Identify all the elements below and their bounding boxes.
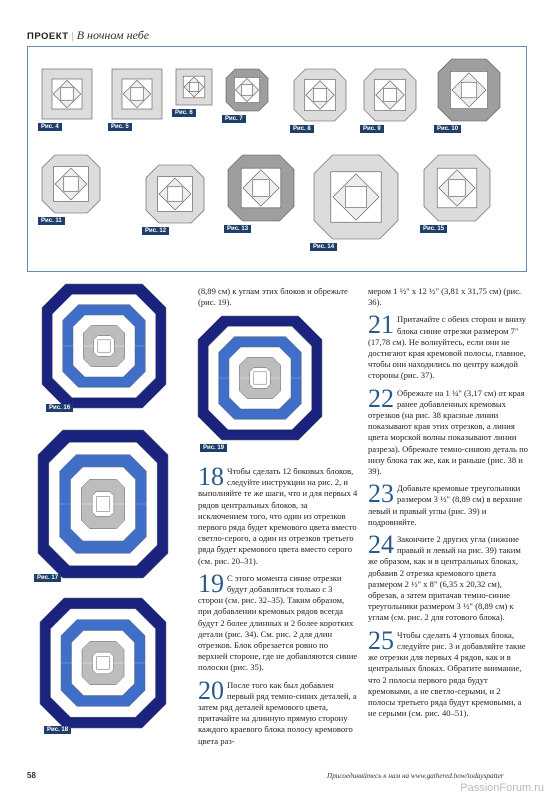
diagram-caption: Рис. 6 — [172, 109, 196, 117]
diagram-caption: Рис. 10 — [434, 125, 461, 133]
step-23: 23 Добавьте кремовые треугольники размером 3 ½" (8,89 см) в верхние левый и правый углы (рис. 39) и подровняйте. — [368, 479, 523, 527]
block-caption: Рис. 16 — [46, 404, 73, 412]
block-caption: Рис. 18 — [44, 726, 71, 734]
text-column-middle — [198, 286, 348, 314]
step-19: 19 С этого момента синие отрезки будут добавляться только с 3 сторон (см. рис. 32–35). Таким образом, при добавлении кремовых рядов всегда будут 2 более длинных и 2 более коротких детали (рис. 34). См. рис. 2 для длин отрезков. Блок обрезается ровно по верхней стороне, где не добавляются синие полоски (рис. 35). — [198, 568, 358, 673]
diagram-caption: Рис. 13 — [224, 225, 251, 233]
diagram-caption: Рис. 5 — [108, 123, 132, 131]
page-number: 58 — [27, 771, 36, 780]
step-25: 25 Чтобы сделать 4 угловых блока, следуйте рис. 3 и добавляйте такие же отрезки для первых 4 рядов, как и в центральных блоках. Обратите внимание, что 2 полосы первого ряда будут кремовыми, а не светло-серыми, и 2 полосы третьего ряда будут кремовыми, а не серыми (см. рис. 40–51). — [368, 625, 526, 719]
text-column-right — [368, 286, 528, 725]
step-18: 18 Чтобы сделать 12 боковых блоков, следуйте инструкции на рис. 2, и выполняйте те же шаги, что и для первых 4 рядов центральных блоков, за исключением того, что один из отрезков первого ряда будет кремового цвета вместо светло-серого, а один из отрезков третьего ряда будет кремового цвета вместо серого (см. рис. 20–31). — [198, 462, 358, 566]
block-figure-18 — [40, 598, 166, 728]
block-figure-17 — [38, 430, 168, 578]
diagram-caption: Рис. 7 — [222, 115, 246, 123]
block-figure-16 — [42, 284, 166, 408]
step-21: 21 Притачайте с обеих сторон и внизу блока синие отрезки размером 7" (17,78 см). Не волнуйтесь, если они не достигают края кремовой полосы, главное, чтобы они находились по центру каждой стороны (рис. 37). — [368, 310, 526, 381]
section-title: В ночном небе — [76, 28, 150, 42]
block-figure-19 — [198, 316, 322, 440]
step-20: 20 После того как был добавлен первый ряд темно-синих деталей, а затем ряд деталей кремового цвета, притачайте на длинную прямую сторону каждого краевого блока полосу кремового цвета раз- — [198, 675, 357, 746]
section-label: ПРОЕКТ — [27, 31, 69, 42]
source-line: Присоединяйтесь к нам на www.gathered.how/todayspatter — [327, 772, 504, 780]
continued-text: (8,89 см) к углам этих блоков и обрежьте (рис. 19). — [198, 286, 348, 308]
continued-text-right: мером 1 ½" x 12 ½" (3,81 х 31,75 см) (рис. 36). — [368, 286, 522, 308]
page-header: ПРОЕКТ | В ночном небе — [27, 28, 150, 42]
step-24: 24 Закончите 2 других угла (нижние правый и левый на рис. 39) таким же образом, как и в центральных блоках, добавив 2 отрезка кремового цвета размером 2 ½" x 8" (6,35 х 20,32 см), обрезав, а затем притачав темно-синие треугольники размером 3 ½" (8,89 см) к углам (см. рис. 2 для готового блока). — [368, 530, 521, 623]
diagram-caption: Рис. 15 — [420, 225, 447, 233]
diagram-caption: Рис. 14 — [310, 243, 337, 251]
diagram-caption: Рис. 12 — [142, 227, 169, 235]
diagram-caption: Рис. 9 — [360, 125, 384, 133]
diagram-caption: Рис. 8 — [290, 125, 314, 133]
diagram-caption: Рис. 4 — [38, 123, 62, 131]
block-caption: Рис. 17 — [34, 574, 61, 582]
watermark: PassionForum.ru — [460, 782, 544, 794]
diagram-caption: Рис. 11 — [38, 217, 65, 225]
text-column-middle-steps — [198, 462, 358, 753]
page-footer — [27, 771, 525, 780]
step-22: 22 Обрежьте на 1 ¼" (3,17 см) от края ранее добавленных кремовых отрезков (на рис. 38 красные линии показывают края этих отрезков, а линия цвета морской волны показывают линии разреза). Обрежьте темно-синюю деталь по низу блока так же, как и раньше (рис. 38 и 39). — [368, 383, 528, 477]
block-caption: Рис. 19 — [200, 444, 227, 452]
